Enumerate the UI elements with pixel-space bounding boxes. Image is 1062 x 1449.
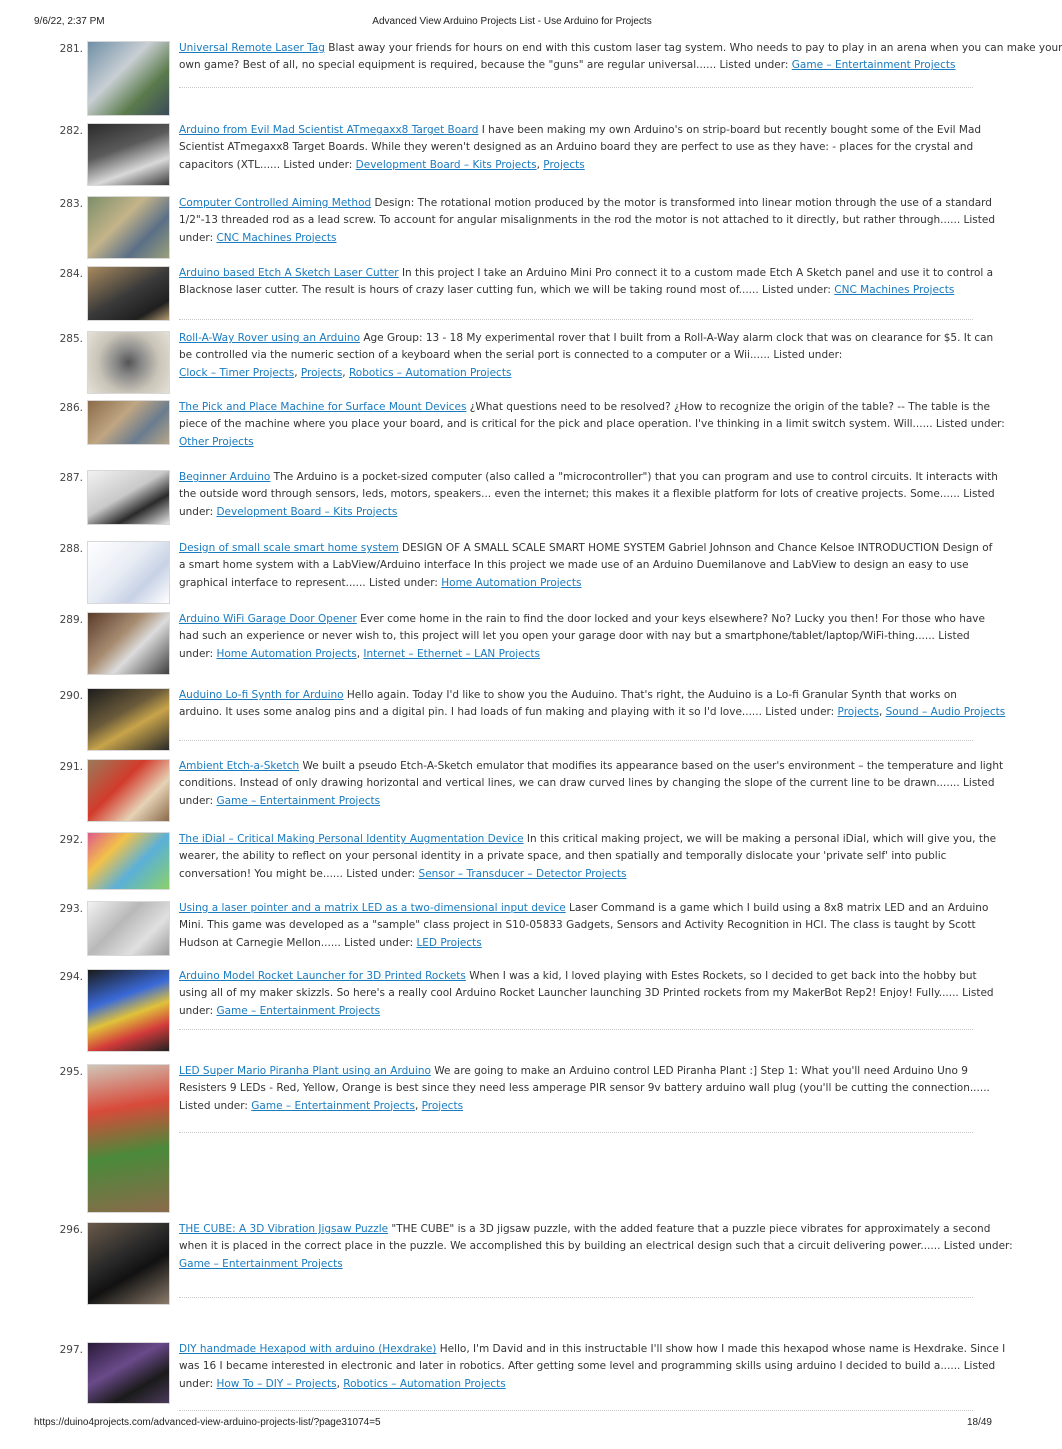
entry-separator bbox=[179, 1410, 973, 1411]
description-line: under: Home Automation Projects, Internet – Ethernet – LAN Projects bbox=[179, 647, 541, 660]
project-thumbnail[interactable] bbox=[87, 1342, 170, 1404]
entry-description bbox=[179, 758, 1004, 810]
description-line: graphical interface to represent...... Listed under: Home Automation Projects bbox=[179, 576, 582, 589]
description-line: DIY handmade Hexapod with arduino (Hexdrake) Hello, I'm David and in this instructable I'll show how I made this hexapod whose name is Hexdrake. Since I bbox=[179, 1343, 1006, 1355]
category-link[interactable]: Game – Entertainment Projects bbox=[791, 59, 956, 72]
project-title-link[interactable]: Ambient Etch-a-Sketch bbox=[179, 760, 300, 772]
description-line: LED Super Mario Piranha Plant using an Arduino We are going to make an Arduino control LED Piranha Plant :] Step 1: What you'll need Arduino Uno 9 bbox=[179, 1065, 968, 1077]
entry-description bbox=[179, 900, 989, 952]
entry-description bbox=[179, 40, 1062, 75]
entry-number: 283. bbox=[59, 198, 83, 210]
entry-description bbox=[179, 968, 994, 1020]
entry-description bbox=[179, 540, 993, 592]
project-thumbnail[interactable] bbox=[87, 331, 170, 394]
description-line: piece of the machine where you place your board, and is critical for the pick and place operation. I've thinking in a limit switch system. Will...... Listed under: bbox=[179, 418, 1005, 431]
entry-number: 295. bbox=[59, 1066, 83, 1078]
project-title-link[interactable]: The Pick and Place Machine for Surface Mount Devices bbox=[179, 401, 467, 413]
entry-description bbox=[179, 265, 994, 300]
category-link[interactable]: Sound – Audio Projects bbox=[885, 706, 1006, 719]
description-line: Clock – Timer Projects, Projects, Robotics – Automation Projects bbox=[179, 366, 512, 379]
entry-description bbox=[179, 1221, 1013, 1273]
page-url: https://duino4projects.com/advanced-view-arduino-projects-list/?page31074=5 bbox=[34, 1417, 381, 1428]
description-line: when it is placed in the correct place in the puzzle. We accomplished this by building an electrical design such that a circuit delivering power...... Listed under: bbox=[179, 1240, 1013, 1253]
description-line: under: Game – Entertainment Projects bbox=[179, 794, 381, 807]
entry-description bbox=[179, 195, 995, 247]
project-thumbnail[interactable] bbox=[87, 1222, 170, 1305]
entry-number: 285. bbox=[59, 333, 83, 345]
project-title-link[interactable]: The iDial – Critical Making Personal Identity Augmentation Device bbox=[179, 833, 524, 845]
category-link[interactable]: Sensor – Transducer – Detector Projects bbox=[418, 867, 627, 880]
print-datetime: 9/6/22, 2:37 PM bbox=[34, 16, 105, 27]
project-thumbnail[interactable] bbox=[87, 266, 170, 321]
project-title-link[interactable]: Arduino from Evil Mad Scientist ATmegaxx8 Target Board bbox=[179, 124, 479, 136]
description-line: Resisters 9 LEDs - Red, Yellow, Orange is best since they need less amperage PIR sensor 9v battery arduino wall plug (you'll be cutting the connection...... bbox=[179, 1082, 990, 1095]
category-link[interactable]: Game – Entertainment Projects bbox=[216, 794, 381, 807]
category-link[interactable]: Clock – Timer Projects bbox=[179, 366, 295, 379]
description-line: the outside word through sensors, leds, motors, speakers... even the internet; this makes it a flexible platform for lots of creative projects. Some...... Listed bbox=[179, 488, 995, 501]
project-thumbnail[interactable] bbox=[87, 400, 170, 445]
entry-description bbox=[179, 469, 998, 521]
project-thumbnail[interactable] bbox=[87, 832, 170, 890]
entry-description bbox=[179, 330, 994, 382]
entry-number: 288. bbox=[59, 543, 83, 555]
description-line: Beginner Arduino The Arduino is a pocket-sized computer (also called a "microcontroller") that you can program and use to control circuits. It interacts with bbox=[179, 471, 998, 483]
entry-number: 293. bbox=[59, 903, 83, 915]
project-title-link[interactable]: Beginner Arduino bbox=[179, 471, 271, 483]
entry-separator bbox=[179, 87, 973, 88]
project-thumbnail[interactable] bbox=[87, 196, 170, 259]
category-link[interactable]: Game – Entertainment Projects bbox=[216, 1004, 381, 1017]
description-line: was 16 I became interested in electronic and later in robotics. After getting some level and programming skills using arduino I decided to build a...... Listed bbox=[179, 1360, 996, 1373]
project-title-link[interactable]: DIY handmade Hexapod with arduino (Hexdrake) bbox=[179, 1343, 437, 1355]
description-line: Universal Remote Laser Tag Blast away your friends for hours on end with this custom laser tag system. Who needs to pay to play in an arena when you can make your bbox=[179, 42, 1062, 54]
description-line: a smart home system with a LabView/Arduino interface In this project we made use of an Arduino Duemilanove and LabView to design an easy to use bbox=[179, 559, 969, 572]
entry-number: 294. bbox=[59, 971, 83, 983]
description-line: Arduino based Etch A Sketch Laser Cutter In this project I take an Arduino Mini Pro connect it to a custom made Etch A Sketch panel and use it to control a bbox=[179, 267, 994, 279]
entry-separator bbox=[179, 1132, 973, 1133]
project-title-link[interactable]: Roll-A-Way Rover using an Arduino bbox=[179, 332, 360, 344]
entry-number: 284. bbox=[59, 268, 83, 280]
project-title-link[interactable]: Using a laser pointer and a matrix LED as a two-dimensional input device bbox=[179, 902, 566, 914]
entry-number: 289. bbox=[59, 614, 83, 626]
project-thumbnail[interactable] bbox=[87, 123, 170, 186]
description-line: The iDial – Critical Making Personal Identity Augmentation Device In this critical making project, we will be making a personal iDial, which will give you, the bbox=[179, 833, 997, 845]
category-link[interactable]: LED Projects bbox=[416, 936, 482, 949]
description-line: Roll-A-Way Rover using an Arduino Age Group: 13 - 18 My experimental rover that I built from a Roll-A-Way alarm clock that was on clearance for $5. It can bbox=[179, 332, 994, 344]
description-line: under: CNC Machines Projects bbox=[179, 231, 337, 244]
entry-number: 291. bbox=[59, 761, 83, 773]
project-thumbnail[interactable] bbox=[87, 541, 170, 604]
project-thumbnail[interactable] bbox=[87, 901, 170, 956]
description-line: had such an experience or never wish to, this project will let you open your garage door with nay but a smartphone/tablet/laptop/WiFi-thing...... Listed bbox=[179, 630, 970, 643]
category-link[interactable]: Development Board – Kits Projects bbox=[355, 158, 537, 171]
description-line: Mini. This game was developed as a "sample" class project in S10-05833 Gadgets, Sensors and Activity Recognition in HCI. The class is taught by Scott bbox=[179, 919, 976, 932]
entry-description bbox=[179, 122, 982, 174]
description-line: conditions. Instead of only drawing horizontal and vertical lines, we can draw curved lines by changing the slope of the current line to be drawn....... Listed bbox=[179, 777, 995, 790]
description-line: Hudson at Carnegie Mellon...... Listed under: LED Projects bbox=[179, 936, 482, 949]
category-link[interactable]: Robotics – Automation Projects bbox=[343, 1377, 506, 1390]
entry-description bbox=[179, 399, 1005, 451]
description-line: 1/2"-13 threaded rod as a lead screw. To account for angular misalignments in the rod the motor is not attached to it directly, but rather through...... Listed bbox=[179, 214, 995, 227]
category-link[interactable]: Game – Entertainment Projects bbox=[179, 1257, 343, 1270]
category-link[interactable]: Home Automation Projects bbox=[441, 576, 582, 589]
entry-description bbox=[179, 831, 997, 883]
description-line: under: How To – DIY – Projects, Robotics – Automation Projects bbox=[179, 1377, 506, 1390]
project-title-link[interactable]: Universal Remote Laser Tag bbox=[179, 42, 325, 54]
entry-number: 281. bbox=[59, 43, 83, 55]
project-title-link[interactable]: Arduino based Etch A Sketch Laser Cutter bbox=[179, 267, 399, 279]
entry-description bbox=[179, 611, 985, 663]
category-link[interactable]: Internet – Ethernet – LAN Projects bbox=[363, 647, 541, 660]
entry-number: 290. bbox=[59, 690, 83, 702]
project-thumbnail[interactable] bbox=[87, 470, 170, 525]
description-line: Arduino from Evil Mad Scientist ATmegaxx8 Target Board I have been making my own Arduino's on strip-board but recently bought some of the Evil Mad bbox=[179, 124, 982, 136]
page-title: Advanced View Arduino Projects List - Use Arduino for Projects bbox=[372, 16, 652, 27]
entry-separator bbox=[179, 319, 973, 320]
category-link[interactable]: CNC Machines Projects bbox=[216, 231, 337, 244]
project-title-link[interactable]: THE CUBE: A 3D Vibration Jigsaw Puzzle bbox=[179, 1223, 389, 1235]
description-line: Computer Controlled Aiming Method Design: The rotational motion produced by the motor is transformed into linear motion through the use of a standard bbox=[179, 197, 992, 209]
category-link[interactable]: Projects bbox=[300, 366, 343, 379]
category-link[interactable]: Home Automation Projects bbox=[216, 647, 357, 660]
description-line bbox=[179, 434, 973, 451]
entry-number: 297. bbox=[59, 1344, 83, 1356]
entry-number: 282. bbox=[59, 125, 83, 137]
description-line: Blacknose laser cutter. The result is hours of crazy laser cutting fun, which we will be taking round most of...... Listed under: CNC Machines Projects bbox=[179, 284, 955, 297]
project-thumbnail[interactable] bbox=[87, 41, 170, 116]
project-thumbnail[interactable] bbox=[87, 688, 170, 751]
project-title-link[interactable]: Arduino Model Rocket Launcher for 3D Printed Rockets bbox=[179, 970, 466, 982]
entry-number: 286. bbox=[59, 402, 83, 414]
description-line: Design of small scale smart home system DESIGN OF A SMALL SCALE SMART HOME SYSTEM Gabriel Johnson and Chance Kelsoe INTRODUCTION Design of bbox=[179, 542, 993, 554]
description-line: Ambient Etch-a-Sketch We built a pseudo Etch-A-Sketch emulator that modifies its appearance based on the user's environment – the temperature and light bbox=[179, 760, 1004, 772]
print-footer bbox=[0, 1417, 1024, 1431]
entry-number: 296. bbox=[59, 1224, 83, 1236]
category-link[interactable]: Projects bbox=[837, 706, 879, 719]
description-line: Auduino Lo-fi Synth for Arduino Hello again. Today I'd like to show you the Auduino. That's right, the Auduino is a Lo-fi Granular Synth that works on bbox=[179, 689, 957, 701]
description-line: be controlled via the numeric section of a keyboard when the serial port is connected to a computer or a Wii...... Listed under: bbox=[179, 349, 843, 362]
description-line: under: Development Board – Kits Projects bbox=[179, 505, 398, 518]
description-line: own game? Best of all, no special equipment is required, because the "guns" are regular universal...... Listed under: Game – Entertainment Projects bbox=[179, 59, 956, 72]
entry-description bbox=[179, 1063, 990, 1115]
category-link[interactable]: CNC Machines Projects bbox=[834, 284, 955, 297]
page-number: 18/49 bbox=[966, 1417, 992, 1428]
entry-separator bbox=[179, 1297, 973, 1298]
project-thumbnail[interactable] bbox=[87, 969, 170, 1052]
entry-description bbox=[179, 1341, 1006, 1393]
description-line: arduino. It uses some analog pins and a digital pin. I had loads of fun making and playing with it so I'd love...... Listed under: Projects, Sound – Audio Projects bbox=[179, 706, 1006, 719]
description-line: Scientist ATmegaxx8 Target Boards. While they weren't designed as an Arduino board they are perfect to use as they have: - places for the crystal and bbox=[179, 141, 974, 154]
entry-separator bbox=[179, 1029, 973, 1030]
description-line: The Pick and Place Machine for Surface Mount Devices ¿What questions need to be resolved? ¿How to recognize the origin of the table? -- The table is the bbox=[179, 401, 990, 413]
category-link[interactable]: Development Board – Kits Projects bbox=[216, 505, 398, 518]
category-link[interactable]: Other Projects bbox=[179, 435, 254, 448]
category-link[interactable]: Projects bbox=[543, 158, 585, 171]
description-line: capacitors (XTL...... Listed under: Development Board – Kits Projects, Projects bbox=[179, 158, 585, 171]
project-title-link[interactable]: LED Super Mario Piranha Plant using an Arduino bbox=[179, 1065, 431, 1077]
category-link[interactable]: Projects bbox=[421, 1099, 464, 1112]
project-thumbnail[interactable] bbox=[87, 1064, 170, 1213]
project-title-link[interactable]: Auduino Lo-fi Synth for Arduino bbox=[179, 689, 344, 701]
description-line: using all of my maker skizzls. So here's a really cool Arduino Rocket Launcher launching 3D Printed rockets from my MakerBot Rep2! Enjoy! Fully...... Listed bbox=[179, 987, 994, 1000]
description-line: Arduino Model Rocket Launcher for 3D Printed Rockets When I was a kid, I loved playing with Estes Rockets, so I decided to get back into the hobby but bbox=[179, 970, 977, 982]
project-title-link[interactable]: Arduino WiFi Garage Door Opener bbox=[179, 613, 357, 625]
description-line: THE CUBE: A 3D Vibration Jigsaw Puzzle "THE CUBE" is a 3D jigsaw puzzle, with the added feature that a puzzle piece vibrates for approximately a second bbox=[179, 1223, 991, 1235]
entry-number: 292. bbox=[59, 834, 83, 846]
category-link[interactable]: Game – Entertainment Projects bbox=[251, 1099, 415, 1112]
description-line: Arduino WiFi Garage Door Opener Ever come home in the rain to find the door locked and your keys elsewhere? No? Lucky you then! For those who have bbox=[179, 613, 985, 625]
project-thumbnail[interactable] bbox=[87, 759, 170, 822]
entry-number: 287. bbox=[59, 472, 83, 484]
description-line: conversation! You might be...... Listed under: Sensor – Transducer – Detector Projects bbox=[179, 867, 627, 880]
description-line bbox=[179, 1256, 973, 1273]
project-title-link[interactable]: Design of small scale smart home system bbox=[179, 542, 399, 554]
project-thumbnail[interactable] bbox=[87, 612, 170, 675]
description-line: wearer, the ability to reflect on your personal identity in a private space, and then spatially and temporally dislocate your 'private self' into public bbox=[179, 850, 947, 863]
category-link[interactable]: Robotics – Automation Projects bbox=[348, 366, 512, 379]
project-title-link[interactable]: Computer Controlled Aiming Method bbox=[179, 197, 372, 209]
description-line: Listed under: Game – Entertainment Projects, Projects bbox=[179, 1099, 464, 1112]
description-line: Using a laser pointer and a matrix LED as a two-dimensional input device Laser Command is a game which I build using a 8x8 matrix LED and an Arduino bbox=[179, 902, 989, 914]
entry-description bbox=[179, 687, 1006, 722]
entry-separator bbox=[179, 740, 973, 741]
category-link[interactable]: How To – DIY – Projects bbox=[216, 1377, 337, 1390]
description-line: under: Game – Entertainment Projects bbox=[179, 1004, 381, 1017]
